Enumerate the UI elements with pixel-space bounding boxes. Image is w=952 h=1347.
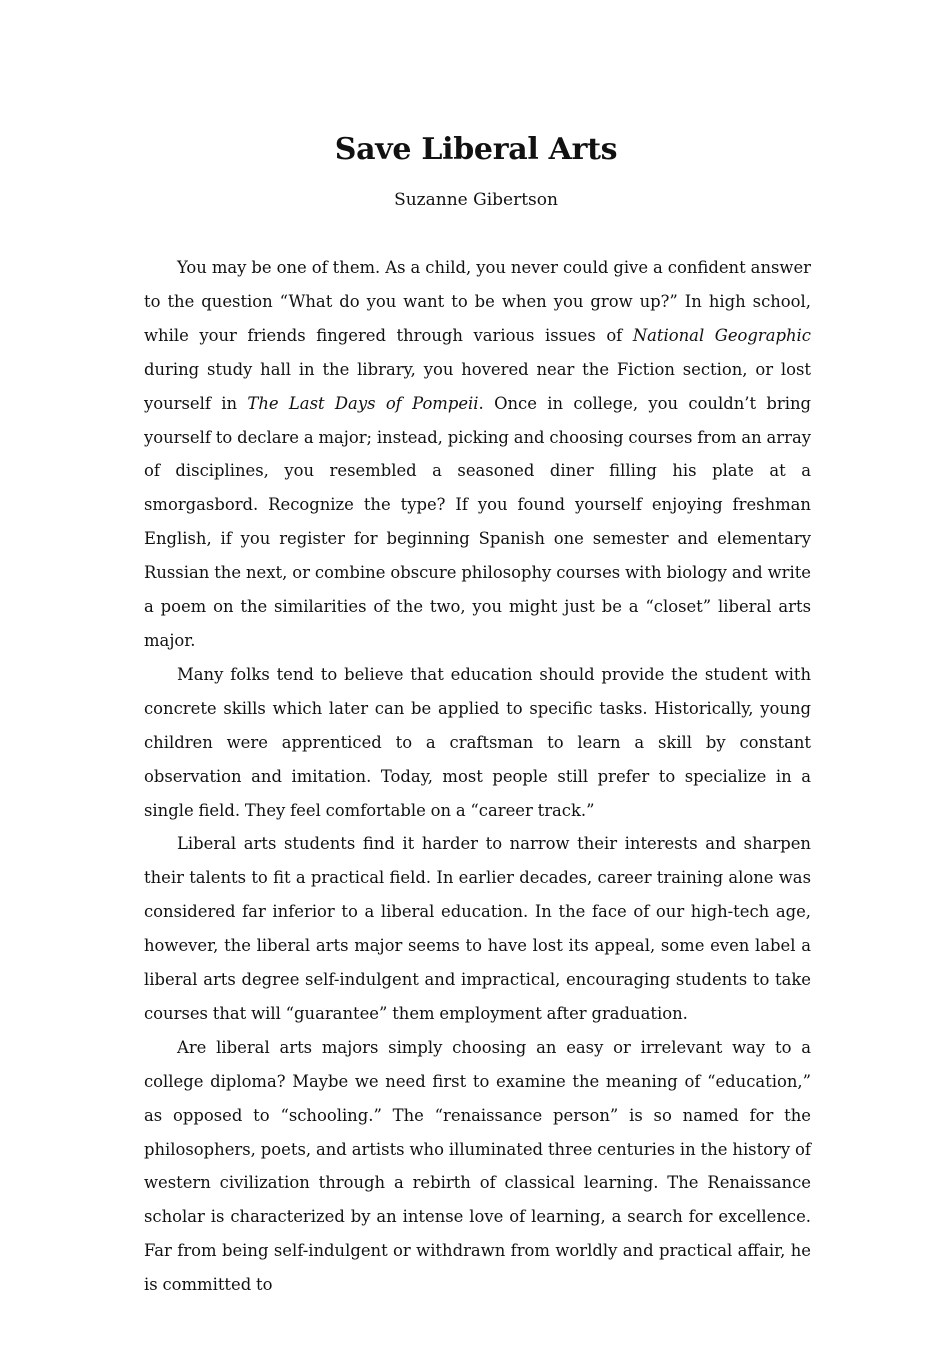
article-body <box>144 251 811 1302</box>
text-segment: . Once in college, you couldn’t bring yourself to declare a major; instead, picking and choosing courses from an array of disciplines, you resembled a seasoned diner filling his plate at a smorgasbord. Recognize the type? If you found yourself enjoying freshman English, if you register for beginning Spanish one semester and elementary Russian the next, or combine obscure philosophy courses with biology and write a poem on the similarities of the two, you might just be a “closet” liberal arts major. <box>144 393 812 650</box>
article-author: Suzanne Gibertson <box>394 190 558 210</box>
paragraph-1 <box>144 251 811 658</box>
text-segment: Many folks tend to believe that education should provide the student with concrete skills which later can be applied to specific tasks. Historically, young children were apprenticed to a craftsman to learn a skill by constant observation and imitation. Today, most people still prefer to specialize in a single field. They feel comfortable on a “career track.” <box>144 664 811 820</box>
text-segment: during study hall in the library, you hovered near the Fiction section, or lost yourself in <box>144 359 811 413</box>
paragraph-3 <box>144 827 811 1030</box>
italic-title-national-geographic: National Geographic <box>632 325 811 345</box>
paragraph-2 <box>144 658 811 828</box>
text-segment: Are liberal arts majors simply choosing an easy or irrelevant way to a college diploma? Maybe we need first to examine the meaning of “education,” as opposed to “schooling.” The “renaissance person” is so named for the philosophers, poets, and artists who illuminated three centuries in the history of western civilization through a rebirth of classical learning. The Renaissance scholar is characterized by an intense love of learning, a search for excellence. Far from being self-indulgent or withdrawn from worldly and practical affair, he is committed to <box>144 1037 811 1295</box>
article-title: Save Liberal Arts <box>334 132 618 167</box>
text-segment: Liberal arts students find it harder to narrow their interests and sharpen their talents to fit a practical field. In earlier decades, career training alone was considered far inferior to a liberal education. In the face of our high-tech age, however, the liberal arts major seems to have lost its appeal, some even label a liberal arts degree self-indulgent and impractical, encouraging students to take courses that will “guarantee” them employment after graduation. <box>144 834 811 1023</box>
text-segment: You may be one of them. As a child, you never could give a confident answer to the question “What do you want to be when you grow up?” In high school, while your friends fingered through various issues of <box>144 258 811 345</box>
italic-title-last-days-of-pompeii: The Last Days of Pompeii <box>247 393 479 413</box>
paragraph-4 <box>144 1031 811 1302</box>
